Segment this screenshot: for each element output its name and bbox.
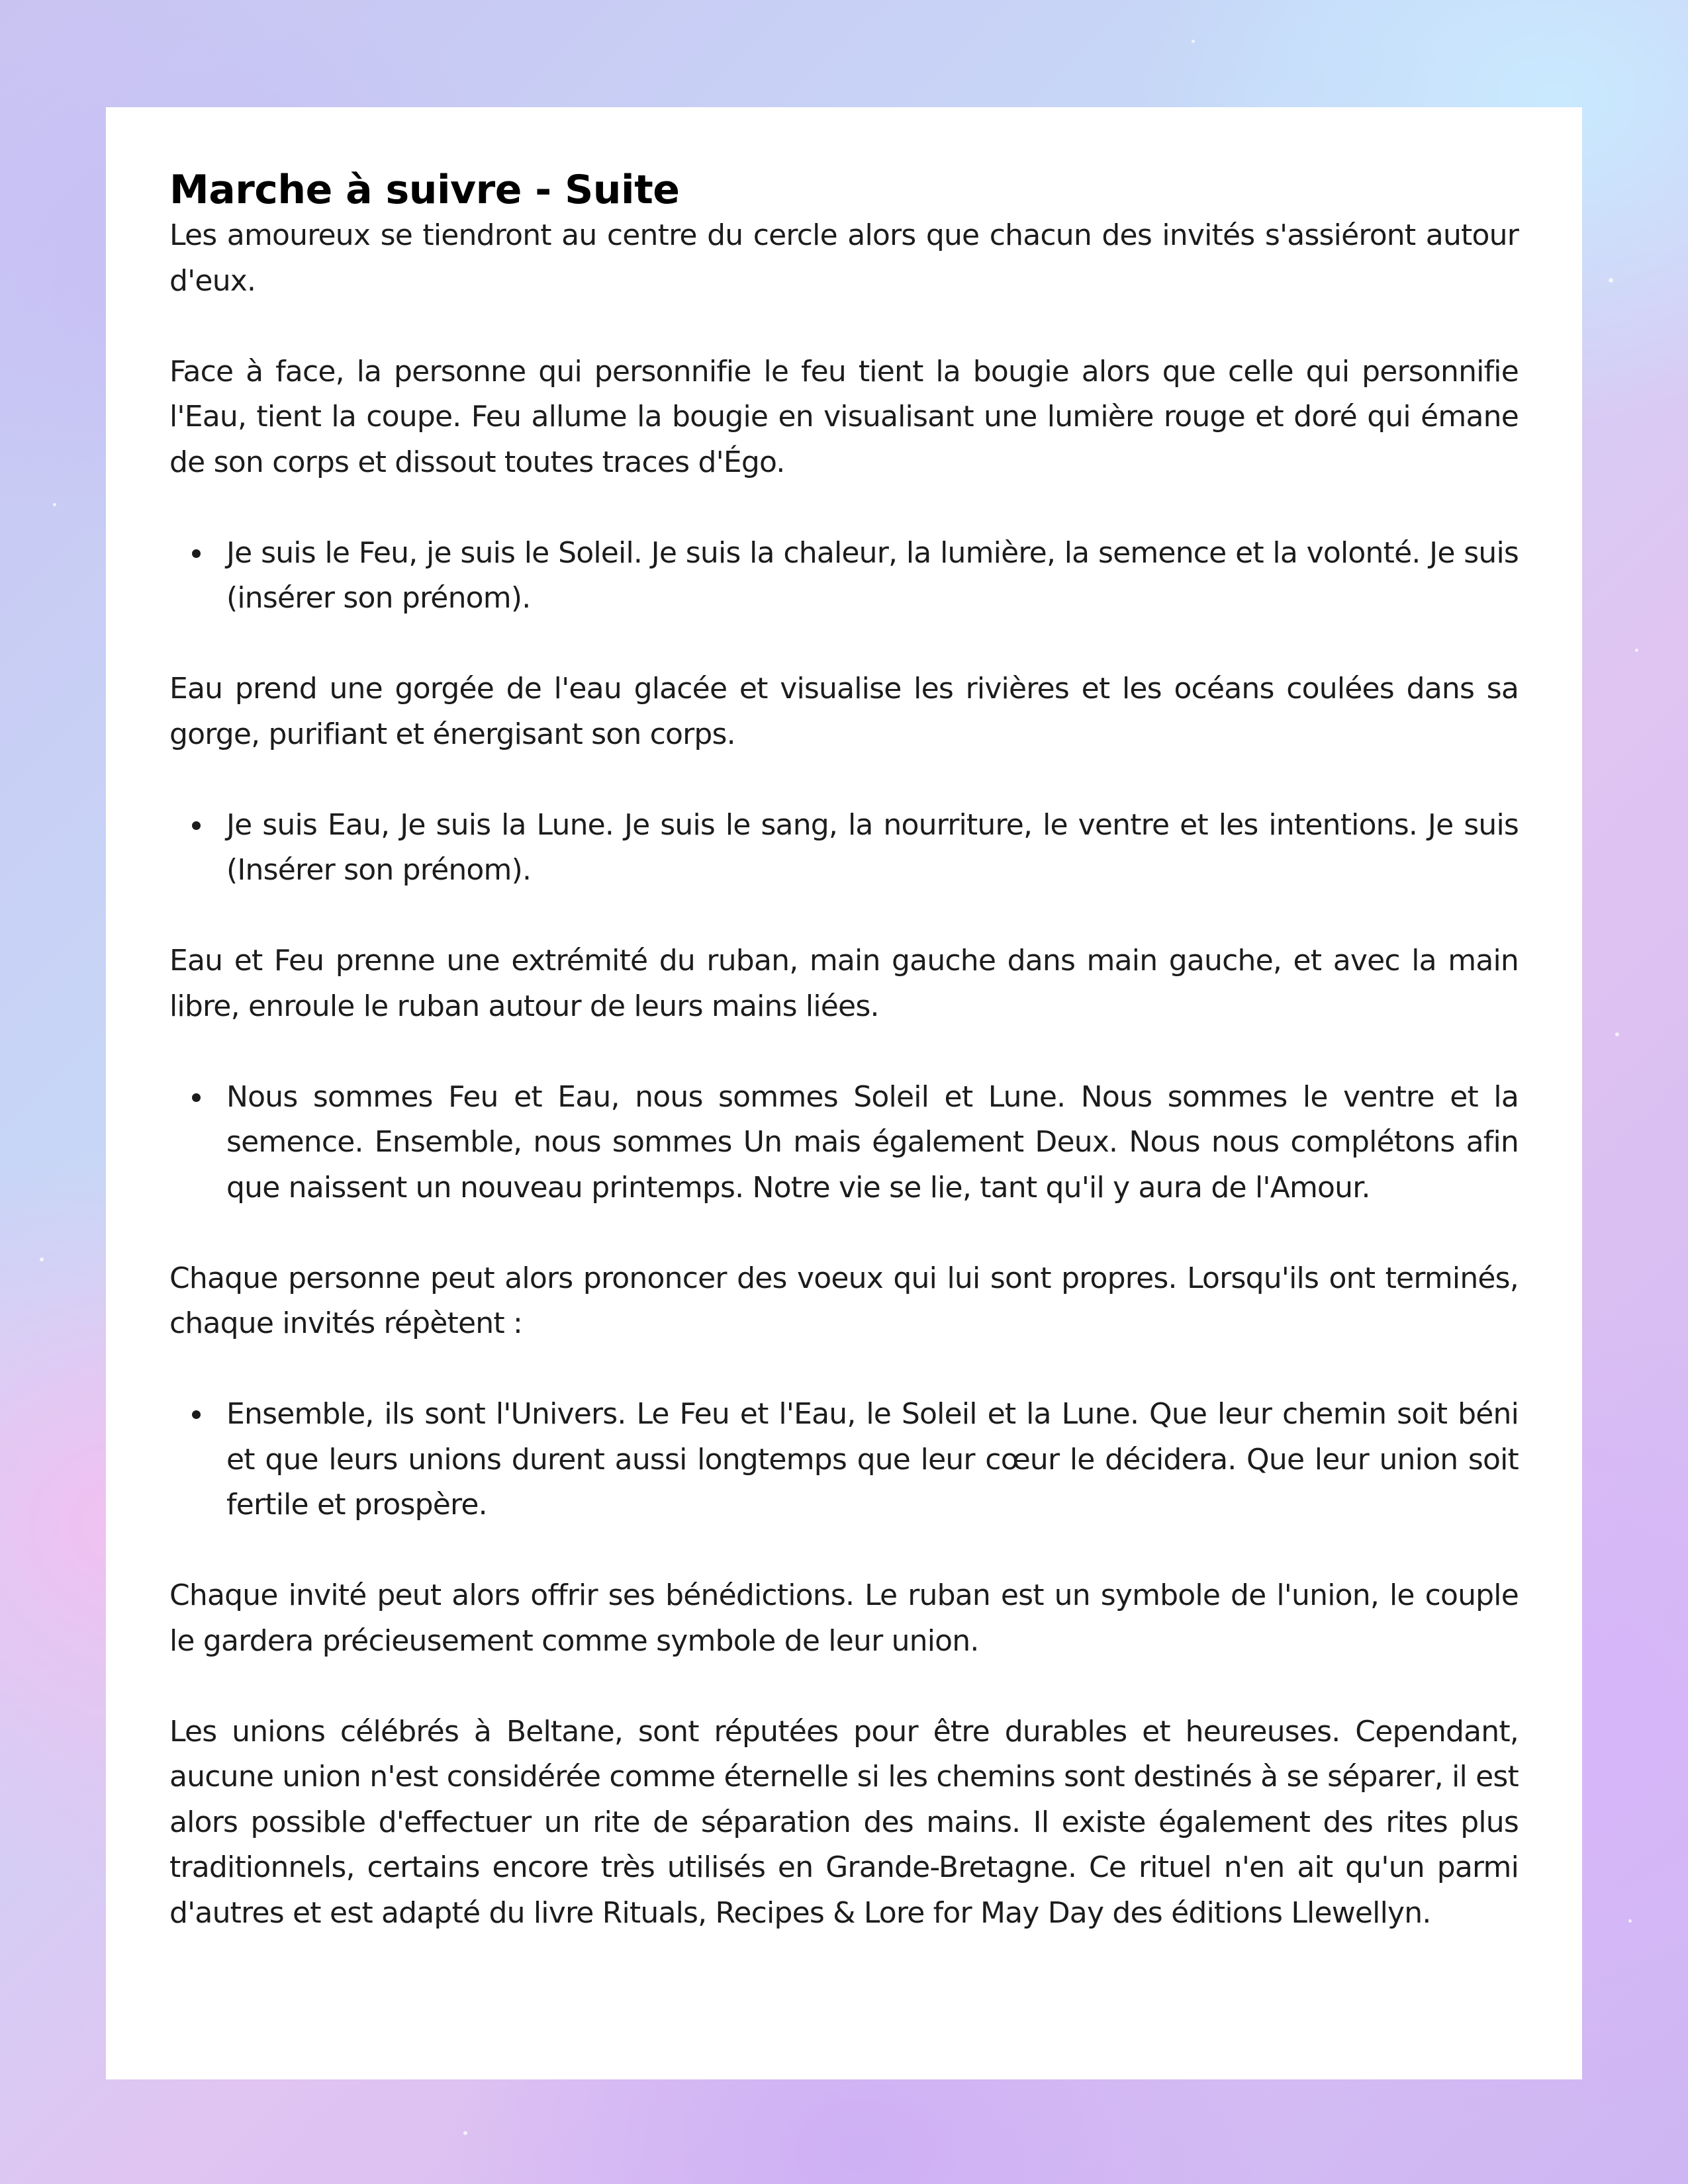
list-item-text: Je suis le Feu, je suis le Soleil. Je suis la chaleur, la lumière, la semence et la volonté. Je suis (insérer son prénom). — [226, 535, 1519, 615]
bullet-icon — [192, 549, 201, 558]
sparkle — [1628, 1919, 1632, 1923]
sparkle — [1192, 40, 1195, 43]
paragraph-blessings: Chaque invité peut alors offrir ses bénédictions. Le ruban est un symbole de l'union, le couple le gardera précieusement comme symbole de leur union. — [169, 1578, 1519, 1658]
sparkle — [1615, 1032, 1619, 1036]
sparkle — [1635, 649, 1638, 652]
list-item-text: Nous sommes Feu et Eau, nous sommes Soleil et Lune. Nous sommes le ventre et la semence. Ensemble, nous sommes Un mais également Deux. Nous nous complétons afin que naissent un nouveau printemps. Notre vie se lie, tant qu'il y aura de l'Amour. — [226, 1079, 1519, 1205]
page-title: Marche à suivre - Suite — [169, 167, 680, 213]
sparkle — [463, 2131, 467, 2135]
paragraph-fire: Face à face, la personne qui personnifie le feu tient la bougie alors que celle qui personnifie l'Eau, tient la coupe. Feu allume la bougie en visualisant une lumière rouge et doré qui émane de son corps et dissout toutes traces d'Égo. — [169, 354, 1519, 479]
list-item-text: Je suis Eau, Je suis la Lune. Je suis le sang, la nourriture, le ventre et les intentions. Je suis (Insérer son prénom). — [226, 807, 1519, 887]
list-item — [226, 1075, 1519, 1211]
bullet-icon — [192, 1410, 201, 1419]
paragraph-vows: Chaque personne peut alors prononcer des voeux qui lui sont propres. Lorsqu'ils ont terminés, chaque invités répètent : — [169, 1261, 1519, 1340]
bullet-list-guests — [169, 1392, 1519, 1528]
document-body — [169, 213, 1519, 1936]
bullet-icon — [192, 1093, 201, 1102]
paragraph-water: Eau prend une gorgée de l'eau glacée et visualise les rivières et les océans coulées dans sa gorge, purifiant et énergisant son corps. — [169, 672, 1519, 751]
paragraph-closing: Les unions célébrés à Beltane, sont réputées pour être durables et heureuses. Cependant, aucune union n'est considérée comme éternelle si les chemins sont destinés à se séparer, il est alors possible d'effectuer un rite de séparation des mains. Il existe également des rites plus traditionnels, certains encore très utilisés en Grande-Bretagne. Ce rituel n'en ait qu'un parmi d'autres et est adapté du livre Rituals, Recipes & Lore for May Day des éditions Llewellyn. — [169, 1714, 1519, 1930]
bullet-list-water — [169, 803, 1519, 893]
sparkle — [1609, 278, 1613, 283]
bullet-list-together — [169, 1075, 1519, 1211]
list-item — [226, 531, 1519, 621]
bullet-list-fire — [169, 531, 1519, 621]
sparkle — [40, 1257, 44, 1261]
list-item-text: Ensemble, ils sont l'Univers. Le Feu et l'Eau, le Soleil et la Lune. Que leur chemin soit béni et que leurs unions durent aussi longtemps que leur cœur le décidera. Que leur union soit fertile et prospère. — [226, 1397, 1519, 1522]
page-card — [106, 107, 1582, 2079]
list-item — [226, 1392, 1519, 1528]
paragraph-ribbon: Eau et Feu prenne une extrémité du ruban, main gauche dans main gauche, et avec la main libre, enroule le ruban autour de leurs mains liées. — [169, 944, 1519, 1023]
bullet-icon — [192, 821, 201, 830]
list-item — [226, 803, 1519, 893]
paragraph-intro: Les amoureux se tiendront au centre du cercle alors que chacun des invités s'assiéront autour d'eux. — [169, 218, 1519, 298]
sparkle — [53, 503, 56, 506]
